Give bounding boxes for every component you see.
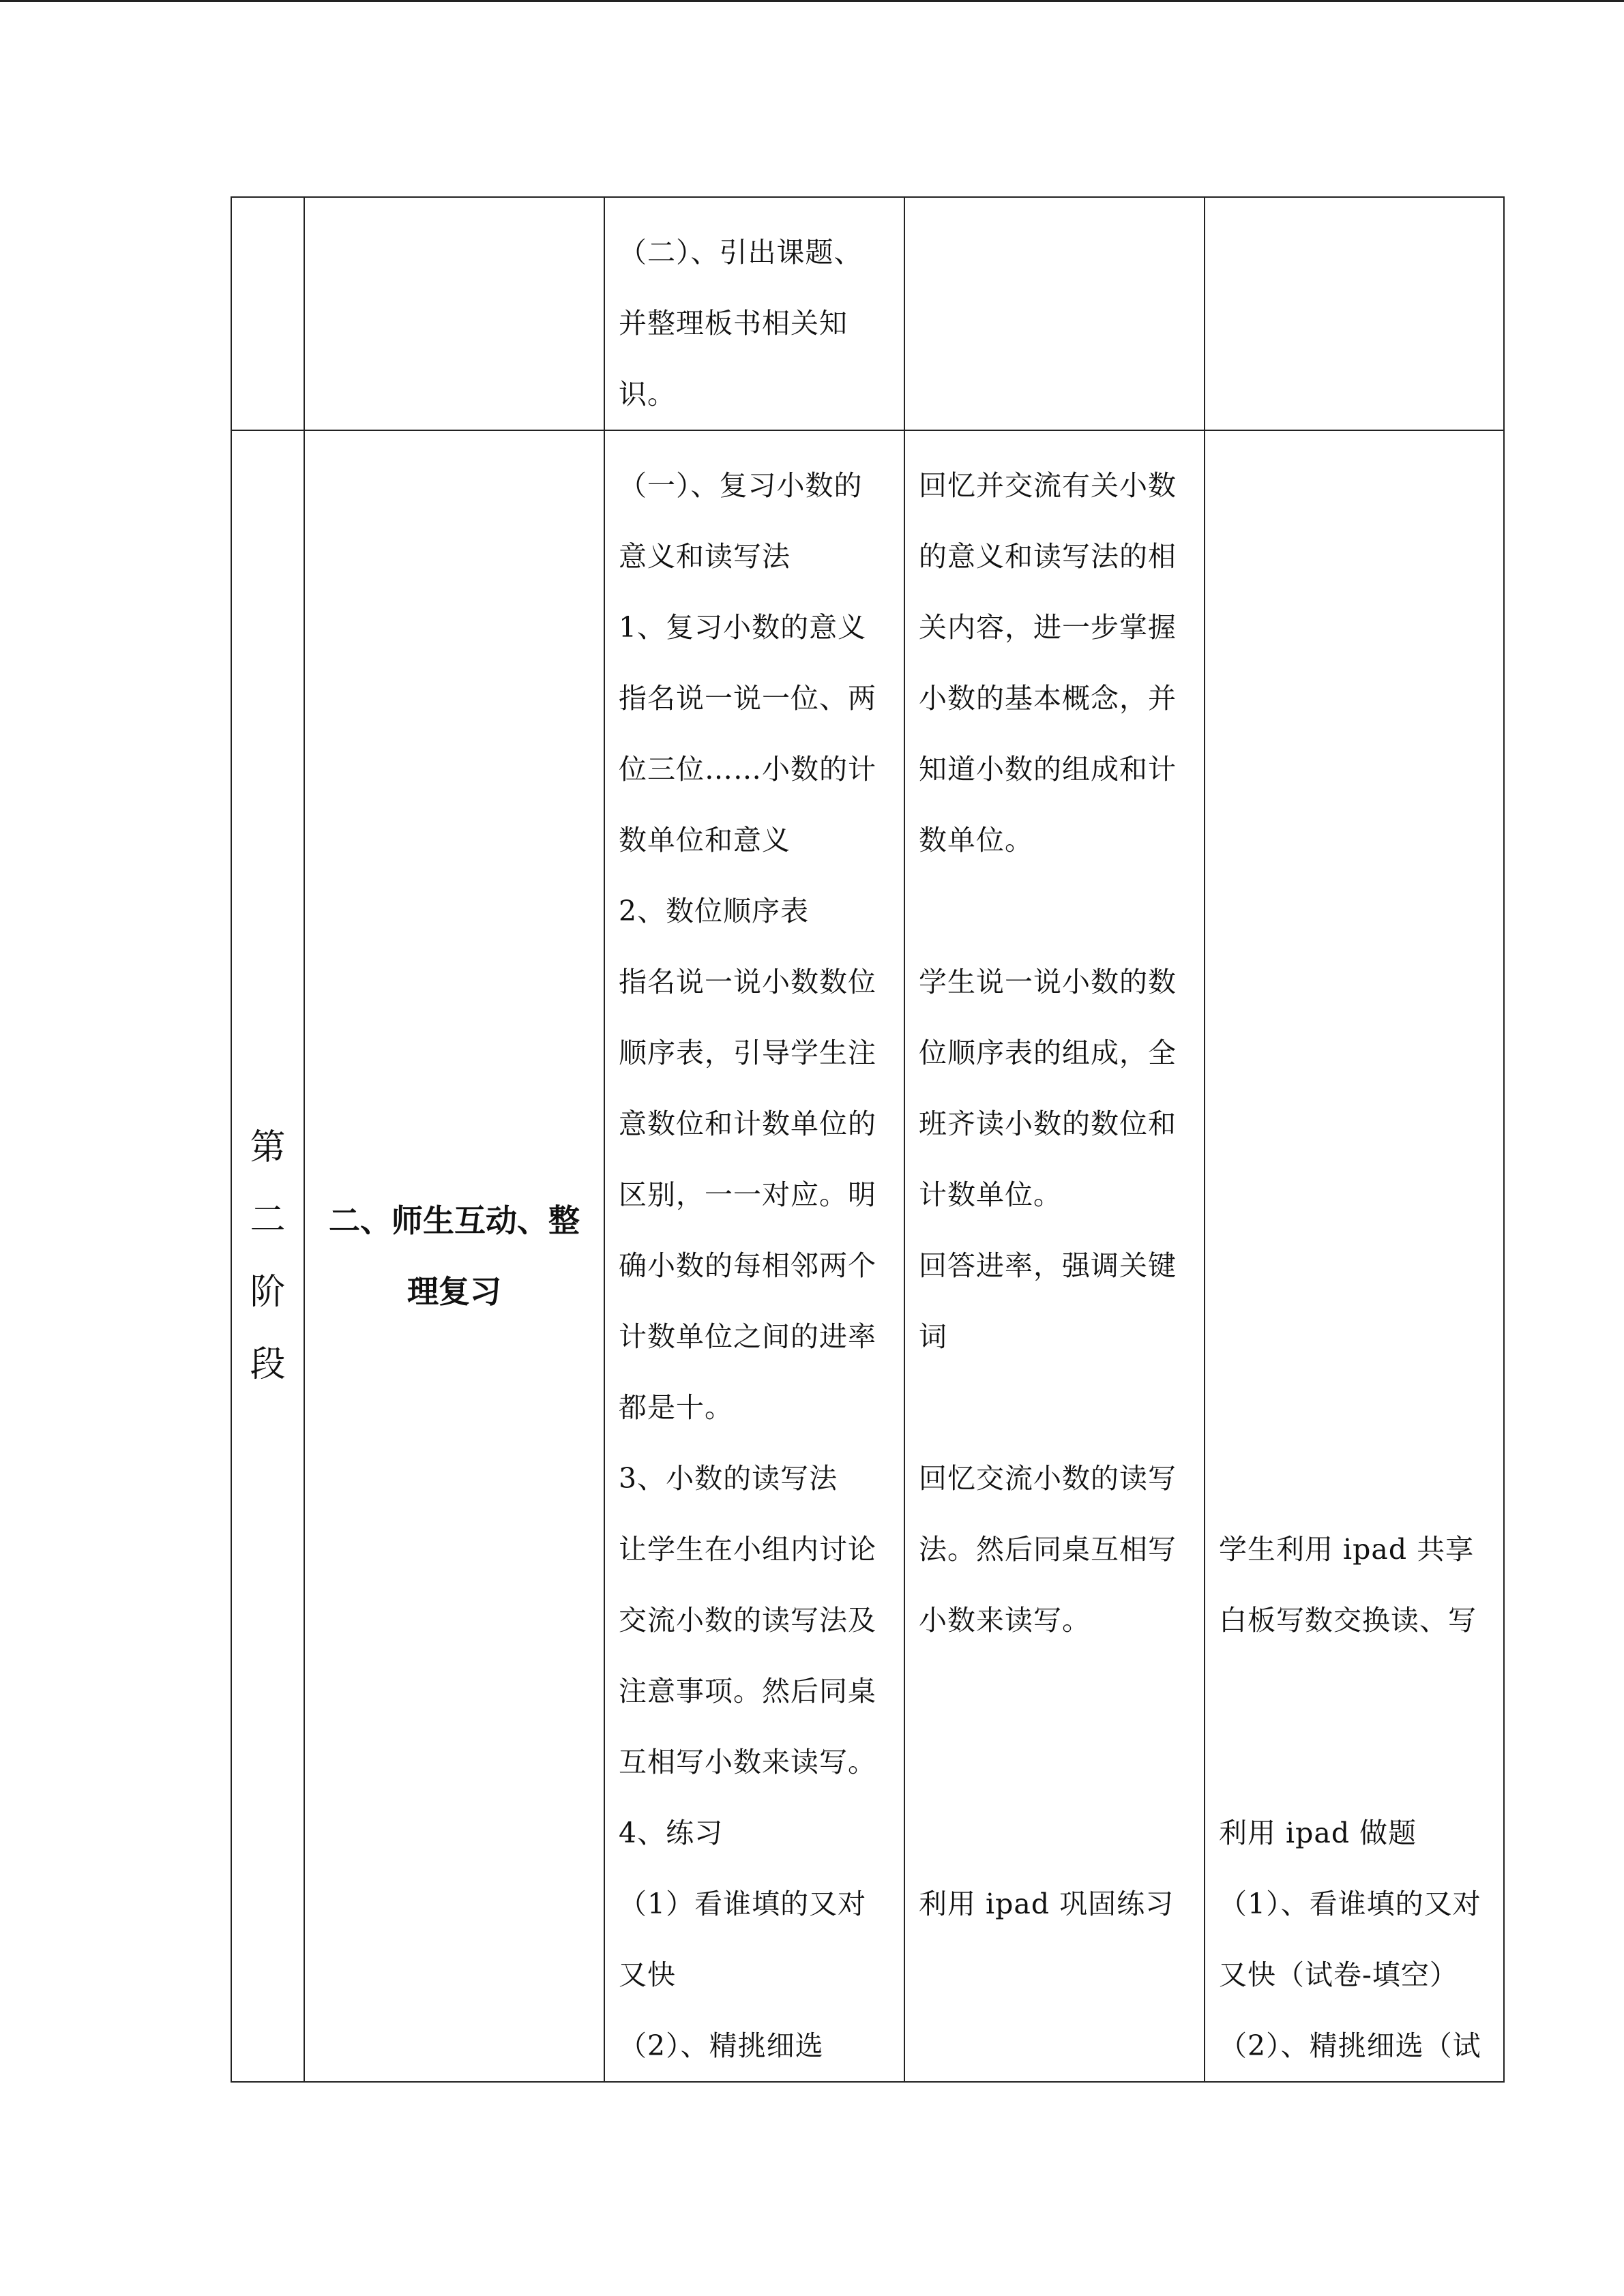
section-cell [304,197,604,430]
text-line [1219,1230,1490,1301]
lesson-plan-table [231,196,1505,2083]
text-line: 确小数的每相邻两个 [619,1249,876,1282]
stage-char: 阶 [250,1272,286,1313]
text-line [1219,1088,1490,1159]
text-line [1219,1301,1490,1372]
table-row [231,430,1504,2082]
text-line: 顺序表，引导学生注 [619,1037,876,1069]
text-line: 学生利用 ipad 共享 [1219,1533,1475,1566]
text-line: 指名说一说小数数位 [619,966,876,998]
section-title-line: 理复习 [407,1273,501,1310]
text-line [1219,521,1490,592]
text-line: 知道小数的组成和计 [919,753,1177,786]
text-line [919,1798,1190,1868]
text-line: 关内容，进一步掌握 [919,611,1177,644]
text-line: （2）、精挑细选 [619,2029,824,2062]
teacher-activity-cell [604,197,904,430]
stage-cell [231,197,304,430]
text-line: 小数来读写。 [919,1604,1091,1637]
text-line: 1、复习小数的意义 [619,611,867,644]
text-line [1219,805,1490,876]
text-line [1219,1443,1490,1514]
text-line: 又快 [619,1958,676,1991]
text-line: 的意义和读写法的相 [919,540,1177,573]
text-line [1219,663,1490,734]
text-line: 回忆并交流有关小数 [919,469,1177,502]
stage-label [232,1112,304,1401]
text-line: 位三位……小数的计 [619,753,876,786]
text-line: 并整理板书相关知 [619,307,848,340]
text-line: 互相写小数来读写。 [619,1746,876,1778]
text-line: 又快（试卷-填空） [1219,1958,1458,1991]
text-line: 计数单位。 [919,1178,1062,1211]
text-line [1219,1372,1490,1443]
teacher-activity-text [605,431,904,2081]
section-title [305,1185,604,1327]
text-line: 回忆交流小数的读写 [919,1462,1177,1495]
text-line: 交流小数的读写法及 [619,1604,876,1637]
technology-use-text [1205,431,1503,2081]
student-activity-cell [904,430,1205,2082]
text-line: （二）、引出课题、 [619,236,863,269]
text-line: （一）、复习小数的 [619,469,863,502]
text-line [1219,450,1490,521]
text-line: 小数的基本概念，并 [919,682,1177,715]
student-activity-cell [904,197,1205,430]
section-title-line: 二、师生互动、整 [329,1202,580,1239]
table-row [231,197,1504,430]
text-line: 4、练习 [619,1817,724,1849]
text-line: （1）、看谁填的又对 [1219,1888,1481,1920]
text-line [1219,1656,1490,1727]
text-line [919,1372,1190,1443]
text-line: （1）看谁填的又对 [619,1888,867,1920]
stage-char: 二 [250,1199,286,1240]
text-line: 位顺序表的组成，全 [919,1037,1177,1069]
text-line: （2）、精挑细选（试 [1219,2029,1481,2062]
text-line: 利用 ipad 巩固练习 [919,1888,1175,1920]
technology-use-cell [1205,430,1504,2082]
page-top-border [0,0,1624,2]
text-line: 指名说一说一位、两 [619,682,876,715]
text-line: 区别，一一对应。明 [619,1178,876,1211]
text-line [1219,1017,1490,1088]
teacher-activity-text [605,198,904,430]
text-line: 2、数位顺序表 [619,895,810,927]
text-line: 意数位和计数单位的 [619,1107,876,1140]
text-line [919,876,1190,946]
text-line: 数单位。 [919,824,1033,856]
technology-use-cell [1205,197,1504,430]
stage-char: 第 [250,1127,286,1168]
text-line: 法。然后同桌互相写 [919,1533,1177,1566]
teacher-activity-cell [604,430,904,2082]
text-line: 识。 [619,378,676,411]
text-line [1219,592,1490,663]
text-line [1219,1159,1490,1230]
text-line [1219,946,1490,1017]
text-line: 3、小数的读写法 [619,1462,838,1495]
text-line [919,1656,1190,1727]
section-cell [304,430,604,2082]
text-line [1219,876,1490,946]
text-line: 意义和读写法 [619,540,791,573]
text-line: 计数单位之间的进率 [619,1320,876,1353]
stage-cell [231,430,304,2082]
student-activity-text [905,431,1204,1939]
text-line [1219,1727,1490,1798]
text-line: 班齐读小数的数位和 [919,1107,1177,1140]
text-line: 利用 ipad 做题 [1219,1817,1417,1849]
text-line: 注意事项。然后同桌 [619,1675,876,1708]
stage-char: 段 [250,1344,286,1385]
text-line: 数单位和意义 [619,824,791,856]
text-line: 回答进率，强调关键 [919,1249,1177,1282]
text-line: 都是十。 [619,1391,733,1424]
text-line: 词 [919,1320,947,1353]
text-line [1219,734,1490,805]
text-line: 白板写数交换读、写 [1219,1604,1477,1637]
text-line: 让学生在小组内讨论 [619,1533,876,1566]
text-line [919,1727,1190,1798]
text-line: 学生说一说小数的数 [919,966,1177,998]
